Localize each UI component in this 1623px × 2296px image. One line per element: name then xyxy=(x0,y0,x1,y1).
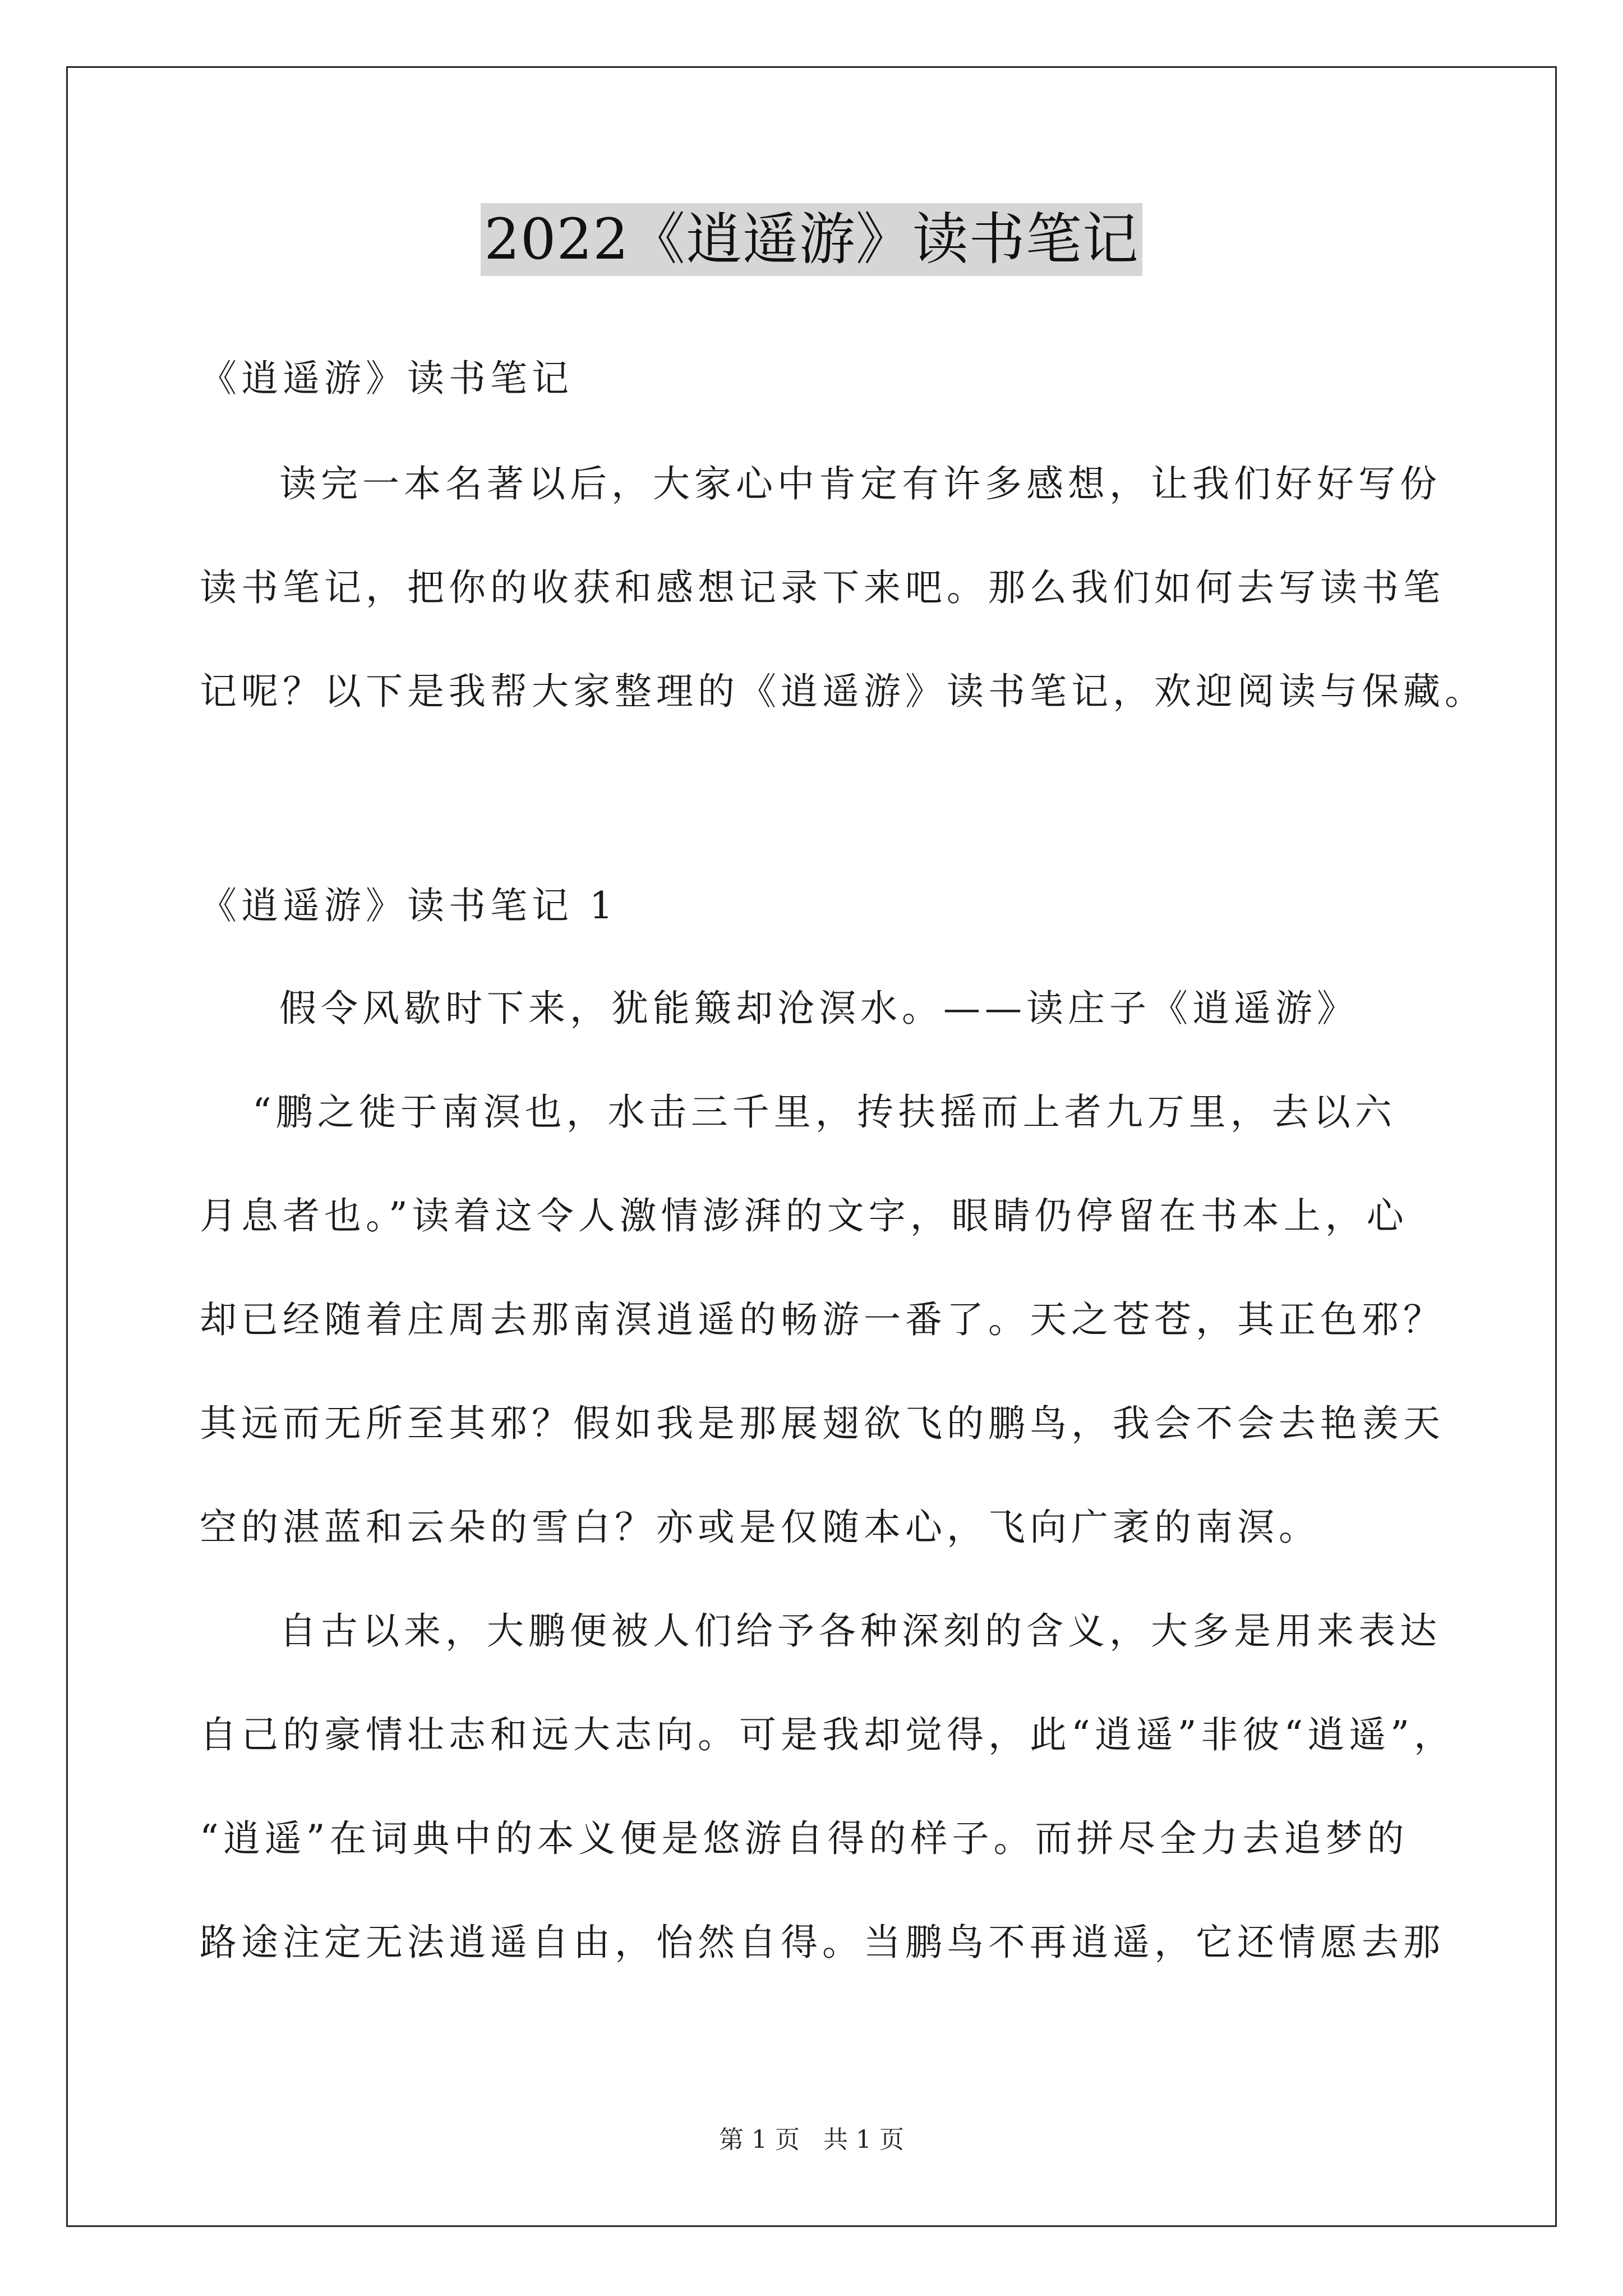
title-container xyxy=(0,203,1623,276)
para1-line-1: “鹏之徙于南溟也，水击三千里，抟扶摇而上者九万里，去以六 xyxy=(252,1091,1396,1134)
para1-line-2: 月息者也。”读着这令人激情澎湃的文字，眼睛仍停留在书本上，心 xyxy=(200,1194,1408,1237)
page-footer xyxy=(0,2123,1623,2157)
intro-line-2: 读书笔记，把你的收获和感想记录下来吧。那么我们如何去写读书笔 xyxy=(200,566,1445,609)
para2-line-3: “逍遥”在词典中的本义便是悠游自得的样子。而拼尽全力去追梦的 xyxy=(200,1817,1409,1860)
document-title: 2022《逍遥游》读书笔记 xyxy=(481,203,1142,276)
para1-line-5: 空的湛蓝和云朵的雪白？亦或是仅随本心，飞向广袤的南溟。 xyxy=(200,1506,1320,1549)
para1-line-4: 其远而无所至其邪？假如我是那展翅欲飞的鹏鸟，我会不会去艳羡天 xyxy=(200,1402,1445,1445)
intro-line-3: 记呢？以下是我帮大家整理的《逍遥游》读书笔记，欢迎阅读与保藏。 xyxy=(200,670,1486,713)
para2-line-1: 自古以来，大鹏便被人们给予各种深刻的含义，大多是用来表达 xyxy=(279,1609,1441,1653)
document-subtitle: 《逍遥游》读书笔记 xyxy=(200,357,573,400)
section-heading: 《逍遥游》读书笔记 1 xyxy=(200,884,617,927)
page-number-current: 第 1 页 xyxy=(719,2125,800,2154)
para2-line-2: 自己的豪情壮志和远大志向。可是我却觉得，此“逍遥”非彼“逍遥”， xyxy=(200,1713,1455,1756)
page-number-total: 共 1 页 xyxy=(823,2125,904,2154)
para2-line-4: 路途注定无法逍遥自由，怡然自得。当鹏鸟不再逍遥，它还情愿去那 xyxy=(200,1921,1445,1964)
intro-line-1: 读完一本名著以后，大家心中肯定有许多感想，让我们好好写份 xyxy=(279,462,1441,505)
para1-line-3: 却已经随着庄周去那南溟逍遥的畅游一番了。天之苍苍，其正色邪？ xyxy=(200,1298,1445,1341)
section-quote: 假令风歇时下来，犹能簸却沧溟水。——读庄子《逍遥游》 xyxy=(279,987,1358,1030)
